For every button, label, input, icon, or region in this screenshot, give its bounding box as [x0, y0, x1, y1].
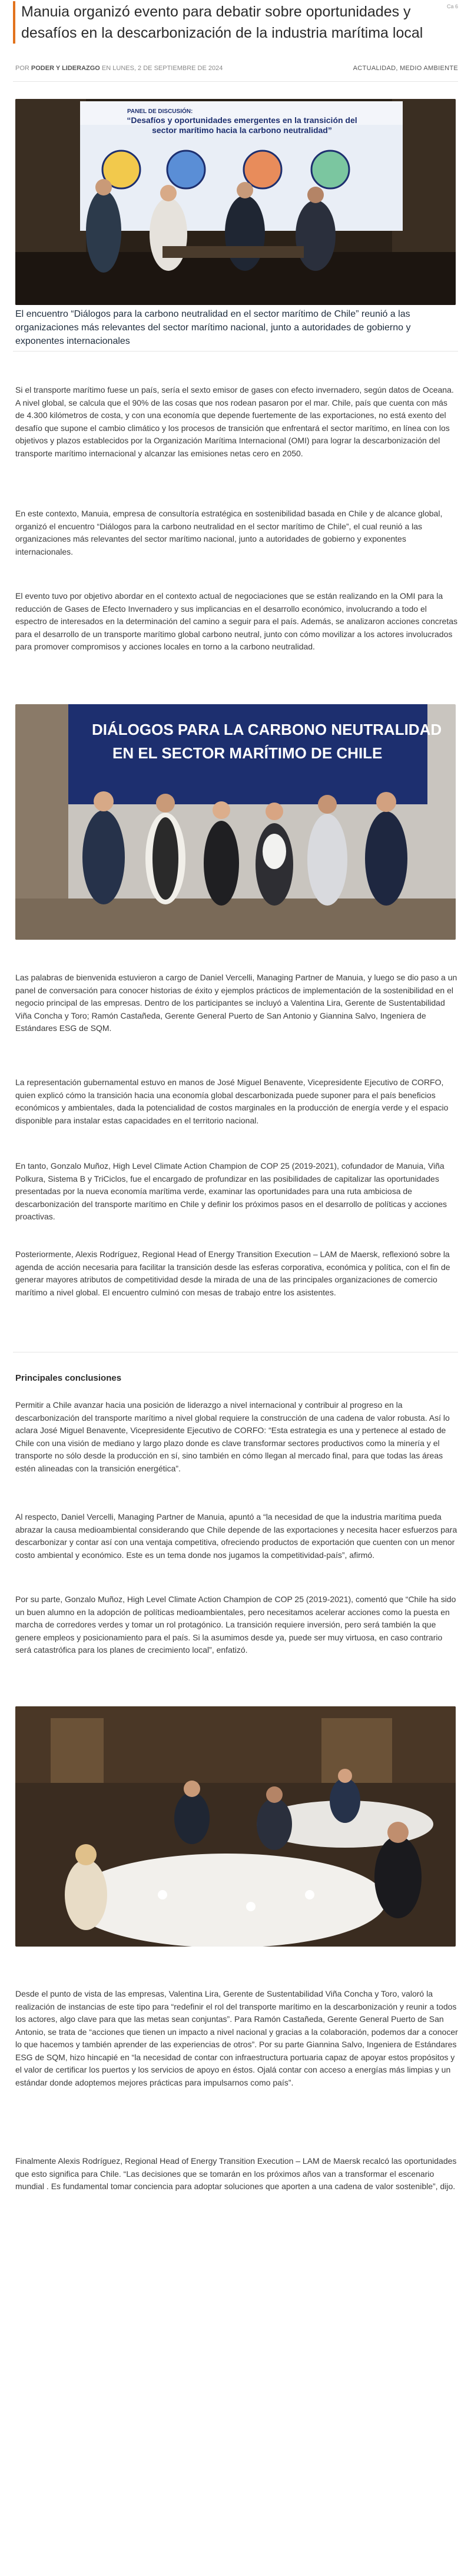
- paragraph-2: En este contexto, Manuia, empresa de consultoría estratégica en sostenibilidad basada en Chile y de alcance global, organizó el encuentro “Diálogos para la carbono neutralidad en el sector marítimo de Chile”, el cual reunió a las organizaciones más relevantes del sector marítimo nacional, junto a autoridades de gobierno y exponentes internacionales.: [15, 509, 443, 556]
- group-banner-line1: DIÁLOGOS PARA LA CARBONO NEUTRALIDAD: [92, 721, 442, 738]
- byline-prefix: POR: [15, 65, 29, 72]
- panel-banner-line1: PANEL DE DISCUSIÓN:: [127, 108, 193, 115]
- photo-caption: El encuentro “Diálogos para la carbono neutralidad en el sector marítimo de Chile” reunió a las organizaciones más relevantes del sector marítimo nacional, junto a autoridades de gobierno y exponentes internacionales: [15, 309, 411, 346]
- header-divider: [13, 81, 458, 82]
- paragraph-9: Al respecto, Daniel Vercelli, Managing Partner de Manuia, apuntó a “la necesidad de que la industria marítima pueda abrazar la causa medioambiental considerando que Chile depende de las exportaciones y necesita hacer esfuerzos para descarbonizar y contar así con una ventaja competitiva, ofreciendo productos de exportación que cuenten con un menor costo ambiental y económico. Este es un tema donde nos jugamos la competitividad-país”, afirmó.: [15, 1512, 457, 1560]
- group-banner-line2: EN EL SECTOR MARÍTIMO DE CHILE: [112, 744, 383, 762]
- caption-divider: [13, 351, 458, 352]
- panel-photo: [15, 99, 456, 305]
- section-title: Principales conclusiones: [15, 1373, 122, 1383]
- paragraph-12: Finalmente Alexis Rodríguez, Regional Head of Energy Transition Execution – LAM de Maersk recalcó las oportunidades que esto significa para Chile. “Las decisiones que se tomarán en los próximos años van a transformar el escenario mundial . Es fundamental tomar conciencia para adoptar soluciones que aporten a una cadena de valor sostenible”, dijo.: [15, 2156, 457, 2191]
- article-header: [13, 1, 449, 44]
- panel-banner-line2: “Desafíos y oportunidades emergentes en la transición del sector marítimo hacia la carbono neutralidad”: [127, 115, 357, 135]
- paragraph-5: La representación gubernamental estuvo en manos de José Miguel Benavente, Vicepresidente Ejecutivo de CORFO, quien explicó cómo la transición hacia una economía global descarbonizada puede suponer para el país beneficios económicos y ambientales, dada la potencialidad de costos marginales en la producción de energía verde y el espacio disponible para instalar estas capacidades en el territorio nacional.: [15, 1078, 449, 1125]
- paragraph-1: Si el transporte marítimo fuese un país, sería el sexto emisor de gases con efecto invernadero, según datos de Oceana. A nivel global, se calcula que el 90% de las cosas que nos rodean pasaron por el mar. Chile, país que cuenta con más de 4.300 kilómetros de costa, y con una economía que depende fuertemente de las exportaciones, no está exento del desafío que supone el cambio climático y los procesos de transición que enfrentará el sector marítimo, en línea con los objetivos y plazos establecidos por la Organización Marítima Internacional (OMI) para lograr la descarbonización del transporte marítimo internacional y alcanzar las emisiones netas cero en 2050.: [15, 385, 454, 458]
- paragraph-6: En tanto, Gonzalo Muñoz, High Level Climate Action Champion de COP 25 (2019-2021), cofundador de Manuia, Viña Polkura, Sistema B y TriCiclos, fue el encargado de profundizar en las posibilidades de capitalizar las oportunidades presentadas por la nueva economía marítima verde, examinar las oportunidades para una ruta ambiciosa de descarbonización del transporte marítimo en Chile y definir los próximos pasos en el desarrollo de políticas y acciones proactivas.: [15, 1161, 447, 1221]
- paragraph-10: Por su parte, Gonzalo Muñoz, High Level Climate Action Champion de COP 25 (2019-2021), comentó que “Chile ha sido un buen alumno en la adopción de políticas medioambientales, pero necesitamos acelerar acciones como la puesta en marcha de corredores verdes y tomar un rol protagónico. La transición requiere inversión, pero será también la que genere empleos y posicionamiento para el país. Si la asumimos desde ya, puede ser muy virtuosa, en caso contrario será catastrófica para los planes de crecimiento local”, enfatizó.: [15, 1594, 456, 1655]
- worktable-photo: [15, 1706, 456, 1947]
- paragraph-7: Posteriormente, Alexis Rodríguez, Regional Head of Energy Transition Execution – LAM de Maersk, reflexionó sobre la agenda de acción necesaria para facilitar la transición desde las esferas corporativa, económica y política, con el fin de generar mayores atributos de competitividad desde la mirada de una de las principales organizaciones de comercio marítimo a nivel global. El encuentro culminó con mesas de trabajo entre los asistentes.: [15, 1249, 450, 1297]
- paragraph-3: El evento tuvo por objetivo abordar en el contexto actual de negociaciones que se están realizando en la OMI para la reducción de Gases de Efecto Invernadero y sus implicancias en el desarrollo económico, involucrando a todo el espectro de interesados en la determinación del camino a seguir para el país. Además, se analizaron acciones concretas para el desarrollo de un transporte marítimo global carbono neutral, junto con cómo movilizar a los actores involucrados para promover compromisos y acciones locales en torno a la carbono neutralidad.: [15, 591, 457, 651]
- article-meta: [15, 65, 458, 72]
- top-badge: Ca 6: [446, 4, 458, 9]
- author-link[interactable]: PODER Y LIDERAZGO: [31, 65, 100, 72]
- paragraph-11: Desde el punto de vista de las empresas, Valentina Lira, Gerente de Sustentabilidad Viña Concha y Toro, valoró la realización de instancias de este tipo para “redefinir el rol del transporte marítimo en la descarbonización y reunir a todos los actores, algo clave para que las metas sean conjuntas”. Para Ramón Castañeda, Gerente General Puerto de San Antonio, se trata de “acciones que tienen un impacto a nivel nacional y gracias a la colaboración, podemos dar a conocer lo que hacemos y también aprender de las experiencias de otros”. Por su parte Giannina Salvo, Ingeniera de Estándares ESG de SQM, hizo hincapié en “la necesidad de contar con infraestructura portuaria capaz de apoyar estos propósitos y el valor de certificar los puertos y los servicios de apoyo en éstos. Ojalá contar con acceso a energías más limpias y un estándar donde adoptemos mejores prácticas para impulsarnos como país”.: [15, 1989, 458, 2087]
- paragraph-8: Permitir a Chile avanzar hacia una posición de liderazgo a nivel internacional y contribuir al progreso en la descarbonización del transporte marítimo a nivel global requiere la construcción de una cadena de valor robusta. Así lo aclara José Miguel Benavente, Vicepresidente Ejecutivo de CORFO: “Esta estrategia es una y pertenece al estado de Chile con una visión de mediano y largo plazo donde es clave transformar sectores productivos como la minería y el transporte no sólo desde la producción en sí, sino también en cómo llegan al mercado final, para que todas las áreas estén alineadas con la transición energética”.: [15, 1400, 450, 1473]
- publish-date: LUNES, 2 DE SEPTIEMBRE DE 2024: [112, 65, 223, 72]
- byline: [15, 65, 223, 72]
- article-title: Manuia organizó evento para debatir sobre oportunidades y desafíos en la descarbonización de la industria marítima local: [13, 1, 449, 44]
- category-link[interactable]: ACTUALIDAD, MEDIO AMBIENTE: [353, 65, 458, 72]
- paragraph-4: Las palabras de bienvenida estuvieron a cargo de Daniel Vercelli, Managing Partner de Manuia, y luego se dio paso a un panel de conversación para conocer historias de éxito y ejemplos prácticos de implementación de la sostenibilidad en el negocio principal de las empresas. Dentro de los participantes se incluyó a Valentina Lira, Gerente de Sustentabilidad Viña Concha y Toro; Ramón Castañeda, Gerente General Puerto de San Antonio y Giannina Salvo, Ingeniera de Estándares ESG de SQM.: [15, 973, 457, 1033]
- group-photo: [15, 704, 456, 940]
- date-prefix: EN: [101, 65, 111, 72]
